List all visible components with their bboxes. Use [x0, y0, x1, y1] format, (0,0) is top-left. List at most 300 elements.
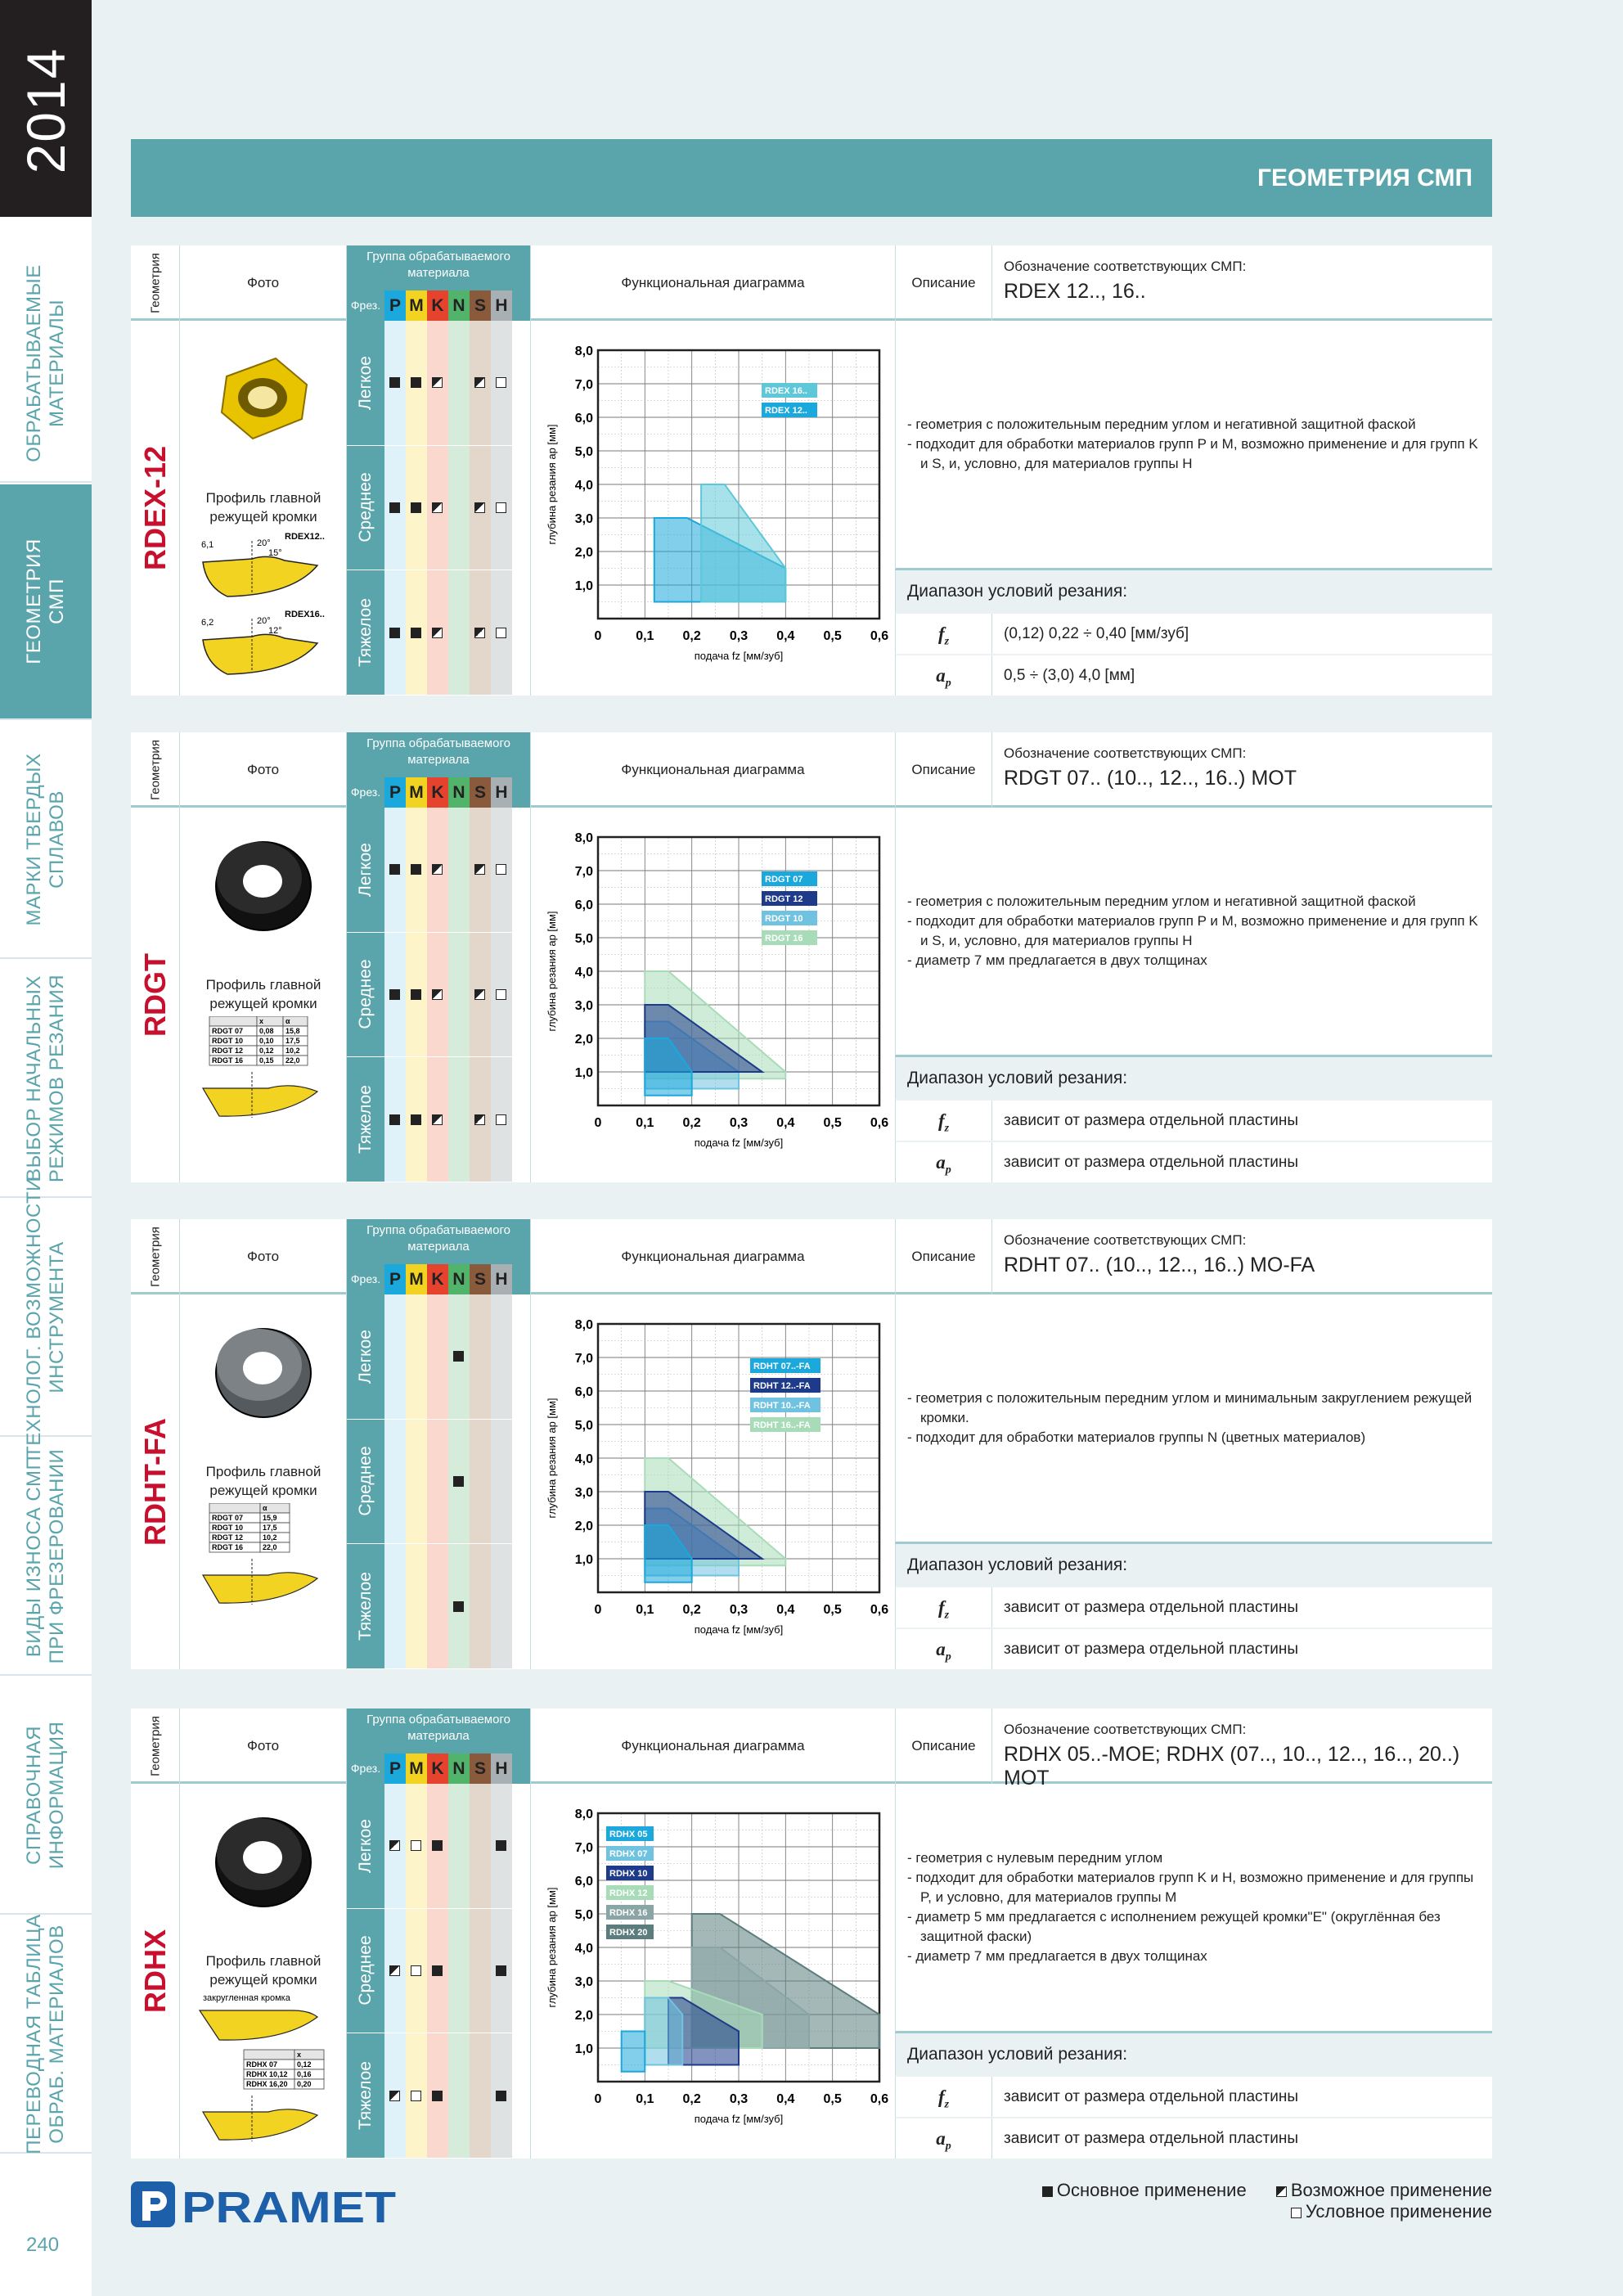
full-application-icon: [411, 989, 421, 1000]
cutting-type-label-cell: [347, 1784, 384, 1908]
cutting-type-label: Среднее: [356, 472, 375, 543]
cutting-type-row: [347, 321, 530, 446]
empty-application-icon: [496, 502, 506, 513]
half-application-icon: [474, 377, 485, 388]
description-item: [907, 951, 1480, 970]
legend-label: RDHX 12: [609, 1889, 648, 1898]
profile-table-cell: RDGT 12: [212, 1533, 244, 1542]
designation-label: Обозначение соответствующих СМП:: [1004, 745, 1247, 761]
sidebar-tab-cutting-conditions[interactable]: [0, 961, 92, 1198]
full-application-icon: [411, 1114, 421, 1125]
cutting-type-label-cell: [347, 570, 384, 695]
y-axis-label: глубина резания ap [мм]: [546, 1887, 558, 2008]
full-application-icon: [453, 1476, 464, 1487]
material-group-row: [347, 1264, 530, 1294]
diagram-svg: [531, 1784, 896, 2159]
x-axis-label: подача fz [мм/зуб]: [694, 1623, 784, 1636]
cutting-edge-profile: [195, 1016, 334, 1172]
bullet-dash: -: [907, 416, 916, 432]
material-group-title: Группа обрабатываемого материала: [366, 250, 510, 280]
mill-label: Фрез.: [347, 1264, 384, 1294]
geometry-name: RDGT: [138, 953, 172, 1037]
material-group-m: M: [406, 1264, 427, 1294]
y-tick-label: 5,0: [574, 1419, 593, 1433]
geometry-name-cell: [131, 1784, 180, 2159]
sidebar-tab-conversion[interactable]: [0, 1916, 92, 2154]
cutting-type-label: Тяжелое: [356, 1572, 375, 1641]
empty-application-icon: [496, 864, 506, 875]
full-application-icon: [411, 502, 421, 513]
bullet-dash: -: [907, 1909, 916, 1925]
full-square-icon: [1042, 2186, 1053, 2197]
cutting-type-label: Легкое: [356, 355, 375, 410]
profile-table-cell: RDHX 16,20: [246, 2080, 288, 2088]
cutting-type-label-cell: [347, 1909, 384, 2033]
profile-table-cell: 0,16: [297, 2070, 312, 2078]
geometry-section: [131, 1708, 1492, 2159]
cutting-type-row: [347, 2033, 530, 2159]
profile-caption: закругленная кромка: [203, 1993, 290, 2003]
bullet-dash: -: [907, 952, 916, 968]
description-text: диаметр 7 мм предлагается в двух толщинах: [915, 952, 1207, 968]
x-tick-label: 0,6: [870, 1116, 889, 1130]
description-list: [907, 1389, 1480, 1447]
ap-row: [895, 1627, 1492, 1669]
cutting-type-row: [347, 1420, 530, 1545]
photo-cell: [180, 808, 347, 1182]
material-group-k: K: [427, 777, 448, 808]
cutting-type-label: Тяжелое: [356, 598, 375, 668]
y-tick-label: 2,0: [574, 2009, 593, 2023]
x-tick-label: 0,2: [682, 1116, 701, 1130]
material-group-h: H: [491, 1264, 512, 1294]
cutting-type-label: Легкое: [356, 842, 375, 897]
profile-label: Профиль главной режущей кромки: [205, 490, 321, 524]
profile-drawing: [195, 1503, 334, 1659]
cutting-type-label: Легкое: [356, 1818, 375, 1873]
symbol-main: a: [936, 1152, 946, 1173]
bullet-dash: -: [907, 1390, 916, 1406]
cutting-type-label-cell: [347, 2033, 384, 2158]
designation-cell: [991, 732, 1492, 808]
designation-label: Обозначение соответствующих СМП:: [1004, 1722, 1247, 1737]
x-tick-label: 0,1: [636, 2092, 654, 2106]
x-axis-label: подача fz [мм/зуб]: [694, 2113, 784, 2125]
photo-header: Фото: [180, 732, 347, 808]
cutting-range-title: Диапазон условий резания:: [895, 570, 1492, 612]
material-application-grid: [347, 1294, 530, 1669]
geometry-header-cell: [131, 1708, 180, 1784]
full-application-icon: [432, 2091, 443, 2101]
legend-item-empty: [1291, 2201, 1492, 2222]
cutting-type-label-cell: [347, 446, 384, 570]
profile-label: Профиль главной режущей кромки: [205, 1953, 321, 1988]
cutting-range-title: Диапазон условий резания:: [895, 2033, 1492, 2075]
material-group-header: [347, 732, 530, 808]
mill-label: Фрез.: [347, 290, 384, 321]
empty-application-icon: [496, 989, 506, 1000]
x-tick-label: 0: [594, 2092, 602, 2106]
y-axis-label: глубина резания ap [мм]: [546, 424, 558, 545]
y-tick-label: 3,0: [574, 999, 593, 1013]
full-application-icon: [496, 1840, 506, 1851]
logo-text: PRAMET: [182, 2183, 397, 2232]
full-application-icon: [453, 1601, 464, 1612]
cutting-type-row: [347, 933, 530, 1058]
profile-table-cell: x: [259, 1017, 264, 1025]
material-group-k: K: [427, 1754, 448, 1784]
y-axis-label: глубина резания ap [мм]: [546, 1398, 558, 1519]
bullet-dash: -: [907, 913, 916, 929]
legend-label: RDHX 20: [609, 1928, 648, 1938]
y-tick-label: 8,0: [574, 344, 593, 358]
material-group-n: N: [448, 777, 470, 808]
ap-row: [895, 654, 1492, 696]
material-application-grid: [347, 808, 530, 1182]
description-header: Описание: [895, 1708, 991, 1784]
material-group-s: S: [470, 1264, 491, 1294]
description-text: геометрия с положительным передним углом и минимальным закруглением режущей кромки.: [915, 1390, 1472, 1425]
year-label: 2014: [16, 47, 76, 174]
y-tick-label: 3,0: [574, 512, 593, 526]
functional-diagram: [530, 321, 895, 696]
fz-symbol: [896, 1101, 992, 1141]
profile-drawing: [195, 529, 334, 685]
description-text: подходит для обработки материалов групп P и M, возможно применение и для групп K и S, и, условно, для материалов группы H: [915, 913, 1478, 948]
profile-table-cell: RDGT 10: [212, 1524, 244, 1532]
empty-application-icon: [496, 628, 506, 638]
cutting-type-row: [347, 1294, 530, 1420]
profile-angle-text: 20°: [257, 538, 271, 548]
description-text: геометрия с нулевым передним углом: [915, 1850, 1163, 1866]
sidebar-tab-materials[interactable]: [0, 245, 92, 483]
profile-table-cell: 17,5: [285, 1037, 300, 1045]
fz-symbol: [896, 614, 992, 654]
ap-row: [895, 2117, 1492, 2159]
description-text: геометрия с положительным передним углом и негативной защитной фаской: [915, 416, 1416, 432]
symbol-main: a: [936, 665, 946, 686]
y-tick-label: 4,0: [574, 1452, 593, 1466]
legend: [851, 2180, 1492, 2222]
ap-value: 0,5 ÷ (3,0) 4,0 [мм]: [1004, 667, 1135, 684]
profile-table-cell: RDGT 07: [212, 1514, 244, 1522]
diagram-header: Функциональная диаграмма: [530, 1708, 895, 1784]
ap-symbol: [896, 1142, 992, 1182]
x-tick-label: 0: [594, 1116, 602, 1130]
designation-value: RDHX 05..-MOE; RDHX (07.., 10.., 12.., 16.., 20..) MOT: [1004, 1743, 1460, 1790]
half-application-icon: [389, 1965, 400, 1976]
profile-table-cell: 0,10: [259, 1037, 274, 1045]
designation-label: Обозначение соответствующих СМП:: [1004, 259, 1247, 274]
profile-shape: [203, 2109, 317, 2140]
geometry-header-label: Геометрия: [148, 1227, 163, 1287]
x-tick-label: 0,3: [729, 2092, 749, 2106]
cutting-type-label: Легкое: [356, 1329, 375, 1384]
ap-symbol: [896, 2118, 992, 2159]
material-group-m: M: [406, 777, 427, 808]
description-cell: [895, 808, 1492, 1057]
y-tick-label: 8,0: [574, 1808, 593, 1821]
symbol-subscript: z: [944, 635, 950, 648]
profile-table-cell: 0,12: [297, 2060, 312, 2069]
sidebar-tab-grades[interactable]: [0, 722, 92, 959]
full-application-icon: [432, 1840, 443, 1851]
half-application-icon: [432, 502, 443, 513]
material-group-s: S: [470, 290, 491, 321]
description-item: [907, 1907, 1480, 1947]
material-group-p: P: [384, 777, 406, 808]
profile-label: Профиль главной режущей кромки: [205, 977, 321, 1011]
cutting-type-label: Тяжелое: [356, 2061, 375, 2131]
full-application-icon: [389, 989, 400, 1000]
geometry-name-cell: [131, 321, 180, 696]
legend-label: RDHT 16..-FA: [753, 1420, 811, 1430]
y-tick-label: 8,0: [574, 831, 593, 845]
sidebar-tab-label: ВЫБОР НАЧАЛЬНЫХ РЕЖИМОВ РЕЗАНИЯ: [23, 974, 68, 1183]
full-application-icon: [389, 628, 400, 638]
sidebar-tab-geometry[interactable]: [0, 484, 92, 720]
profile-dimension-text: 6,2: [201, 618, 214, 628]
x-tick-label: 0,4: [776, 1116, 795, 1130]
material-group-n: N: [448, 1754, 470, 1784]
material-application-grid: [347, 321, 530, 696]
cutting-type-row: [347, 808, 530, 933]
legend-label: RDGT 16: [765, 934, 803, 943]
legend-label: Возможное применение: [1290, 2180, 1492, 2200]
symbol-main: f: [937, 1597, 945, 1618]
profile-shape: [203, 634, 317, 674]
full-application-icon: [389, 377, 400, 388]
insert-photo: [210, 1317, 317, 1424]
material-group-m: M: [406, 1754, 427, 1784]
half-application-icon: [474, 864, 485, 875]
description-cell: [895, 321, 1492, 570]
functional-diagram: [530, 1784, 895, 2159]
material-group-row: [347, 1754, 530, 1784]
empty-square-icon: [1291, 2208, 1302, 2218]
description-header: Описание: [895, 1219, 991, 1294]
profile-angle-text: 20°: [257, 616, 271, 626]
y-tick-label: 2,0: [574, 1033, 593, 1047]
profile-label-text: RDEX16..: [285, 610, 325, 619]
half-application-icon: [432, 989, 443, 1000]
functional-diagram: [530, 808, 895, 1182]
sidebar-tab-reference[interactable]: [0, 1677, 92, 1915]
profile-angle-text: 12°: [268, 626, 282, 636]
y-tick-label: 7,0: [574, 378, 593, 392]
y-tick-label: 7,0: [574, 865, 593, 879]
fz-row: [895, 2075, 1492, 2117]
description-item: [907, 1848, 1480, 1868]
y-tick-label: 5,0: [574, 932, 593, 946]
half-application-icon: [474, 628, 485, 638]
pramet-logo: [131, 2177, 401, 2234]
full-application-icon: [411, 628, 421, 638]
x-tick-label: 0,3: [729, 1603, 749, 1617]
legend-label: RDGT 07: [765, 875, 803, 885]
geometry-header-cell: [131, 1219, 180, 1294]
geometry-section: [131, 1219, 1492, 1669]
year-badge: [0, 0, 92, 217]
material-group-k: K: [427, 290, 448, 321]
sidebar-tab-tool-capabilities[interactable]: [0, 1177, 92, 1458]
diagram-svg: [531, 1294, 896, 1669]
profile-label: Профиль главной режущей кромки: [205, 1464, 321, 1498]
bullet-dash: -: [907, 436, 916, 452]
half-square-icon: [1276, 2186, 1287, 2197]
legend-label: RDHX 07: [609, 1849, 648, 1859]
profile-table-cell: 15,8: [285, 1027, 300, 1035]
description-text: геометрия с положительным передним углом и негативной защитной фаской: [915, 894, 1416, 909]
fz-symbol: [896, 2077, 992, 2117]
material-group-h: H: [491, 290, 512, 321]
profile-table-cell: RDGT 16: [212, 1056, 244, 1065]
cutting-type-label-cell: [347, 808, 384, 932]
ap-value: зависит от размера отдельной пластины: [1004, 1154, 1298, 1171]
y-tick-label: 4,0: [574, 1942, 593, 1956]
bullet-dash: -: [907, 1429, 916, 1445]
y-tick-label: 2,0: [574, 546, 593, 560]
data-area: [645, 1998, 682, 2065]
symbol-subscript: p: [945, 1164, 951, 1177]
x-tick-label: 0,5: [823, 2092, 842, 2106]
cutting-type-row: [347, 446, 530, 571]
y-tick-label: 5,0: [574, 1908, 593, 1922]
symbol-subscript: z: [944, 1609, 950, 1622]
full-application-icon: [432, 1965, 443, 1976]
photo-header: Фото: [180, 245, 347, 321]
description-text: подходит для обработки материалов групп K и H, возможно применение и для группы P, и условно, для материалов группы M: [915, 1870, 1474, 1905]
bullet-dash: -: [907, 1850, 916, 1866]
bullet-dash: -: [907, 1948, 916, 1964]
x-tick-label: 0,5: [823, 1116, 842, 1130]
legend-label: RDGT 12: [765, 894, 803, 904]
photo-cell: [180, 1784, 347, 2159]
profile-shape: [200, 2010, 317, 2040]
description-list: [907, 1848, 1480, 1966]
material-group-title: Группа обрабатываемого материала: [366, 736, 510, 767]
y-tick-label: 4,0: [574, 479, 593, 493]
legend-label: RDGT 10: [765, 914, 803, 924]
fz-value: зависит от размера отдельной пластины: [1004, 1112, 1298, 1129]
profile-shape: [203, 1086, 317, 1116]
diagram-header: Функциональная диаграмма: [530, 1219, 895, 1294]
description-item: [907, 912, 1480, 951]
x-tick-label: 0,1: [636, 1603, 654, 1617]
material-group-title: Группа обрабатываемого материала: [366, 1223, 510, 1254]
sidebar-tab-label: ГЕОМЕТРИЯ СМП: [23, 538, 68, 664]
cutting-type-row: [347, 1057, 530, 1182]
profile-table-cell: RDHX 07: [246, 2060, 278, 2069]
profile-table-cell: 0,20: [297, 2080, 312, 2088]
geometry-name-cell: [131, 808, 180, 1182]
insert-photo: [210, 1807, 317, 1913]
full-application-icon: [496, 2091, 506, 2101]
sidebar-tab-label: ОБРАБАТЫВАЕМЫЕ МАТЕРИАЛЫ: [23, 264, 68, 462]
sidebar-tab-label: ПЕРЕВОДНАЯ ТАБЛИЦА ОБРАБ. МАТЕРИАЛОВ: [23, 1914, 68, 2154]
cutting-type-row: [347, 570, 530, 696]
empty-application-icon: [411, 1965, 421, 1976]
profile-shape: [203, 1573, 317, 1603]
section-banner: ГЕОМЕТРИЯ СМП: [131, 139, 1492, 217]
material-group-n: N: [448, 290, 470, 321]
diagram-header: Функциональная диаграмма: [530, 245, 895, 321]
x-tick-label: 0,1: [636, 629, 654, 643]
bullet-dash: -: [907, 894, 916, 909]
material-group-h: H: [491, 1754, 512, 1784]
profile-table-cell: RDGT 07: [212, 1027, 244, 1035]
profile-shape: [203, 556, 317, 597]
material-group-row: [347, 290, 530, 321]
material-group-header: [347, 245, 530, 321]
cutting-type-label: Среднее: [356, 959, 375, 1030]
geometry-header-label: Геометрия: [148, 253, 163, 313]
x-tick-label: 0,3: [729, 1116, 749, 1130]
description-header: Описание: [895, 732, 991, 808]
legend-label: RDHT 12..-FA: [753, 1381, 811, 1391]
data-area: [701, 484, 785, 602]
material-group-p: P: [384, 1754, 406, 1784]
full-application-icon: [389, 1114, 400, 1125]
half-application-icon: [474, 502, 485, 513]
cutting-type-label-cell: [347, 1544, 384, 1668]
sidebar-tab-label: МАРКИ ТВЕРДЫХ СПЛАВОВ: [23, 753, 68, 926]
section-header: [131, 1219, 1492, 1294]
profile-table-cell: RDHX 10,12: [246, 2070, 288, 2078]
description-item: [907, 1868, 1480, 1907]
x-tick-label: 0,5: [823, 1603, 842, 1617]
cutting-type-label-cell: [347, 321, 384, 445]
diagram-header: Функциональная диаграмма: [530, 732, 895, 808]
y-axis-label: глубина резания ap [мм]: [546, 911, 558, 1032]
empty-application-icon: [496, 377, 506, 388]
legend-item-half: [1276, 2180, 1492, 2201]
x-tick-label: 0: [594, 1603, 602, 1617]
photo-header: Фото: [180, 1219, 347, 1294]
description-cell: [895, 1294, 1492, 1544]
profile-table-cell: 0,12: [259, 1047, 274, 1055]
designation-value: RDHT 07.. (10.., 12.., 16..) MO-FA: [1004, 1254, 1315, 1276]
material-group-n: N: [448, 1264, 470, 1294]
profile-drawing: [195, 1992, 334, 2148]
profile-table-cell: RDGT 10: [212, 1037, 244, 1045]
y-tick-label: 1,0: [574, 1553, 593, 1567]
description-item: [907, 1389, 1480, 1428]
symbol-main: f: [937, 1110, 945, 1131]
profile-table-cell: 15,9: [263, 1514, 277, 1522]
symbol-main: a: [936, 1639, 946, 1659]
diagram-svg: [531, 808, 896, 1182]
x-tick-label: 0,6: [870, 2092, 889, 2106]
legend-item-full: [1042, 2180, 1247, 2201]
sidebar-tab-wear[interactable]: [0, 1438, 92, 1676]
profile-table-cell: 22,0: [285, 1056, 300, 1065]
x-tick-label: 0,2: [682, 2092, 701, 2106]
section-header: [131, 732, 1492, 808]
description-item: [907, 434, 1480, 474]
full-application-icon: [411, 377, 421, 388]
cutting-type-label-cell: [347, 1294, 384, 1419]
y-tick-label: 1,0: [574, 1066, 593, 1080]
empty-application-icon: [411, 2091, 421, 2101]
x-tick-label: 0: [594, 629, 602, 643]
sidebar-tab-label: ВИДЫ ИЗНОСА СМП ПРИ ФРЕЗЕРОВАНИИ: [23, 1448, 68, 1664]
profile-table-cell: 10,2: [263, 1533, 277, 1542]
ap-value: зависит от размера отдельной пластины: [1004, 1641, 1298, 1658]
section-header: [131, 1708, 1492, 1790]
description-header: Описание: [895, 245, 991, 321]
profile-drawing: [195, 1016, 334, 1172]
